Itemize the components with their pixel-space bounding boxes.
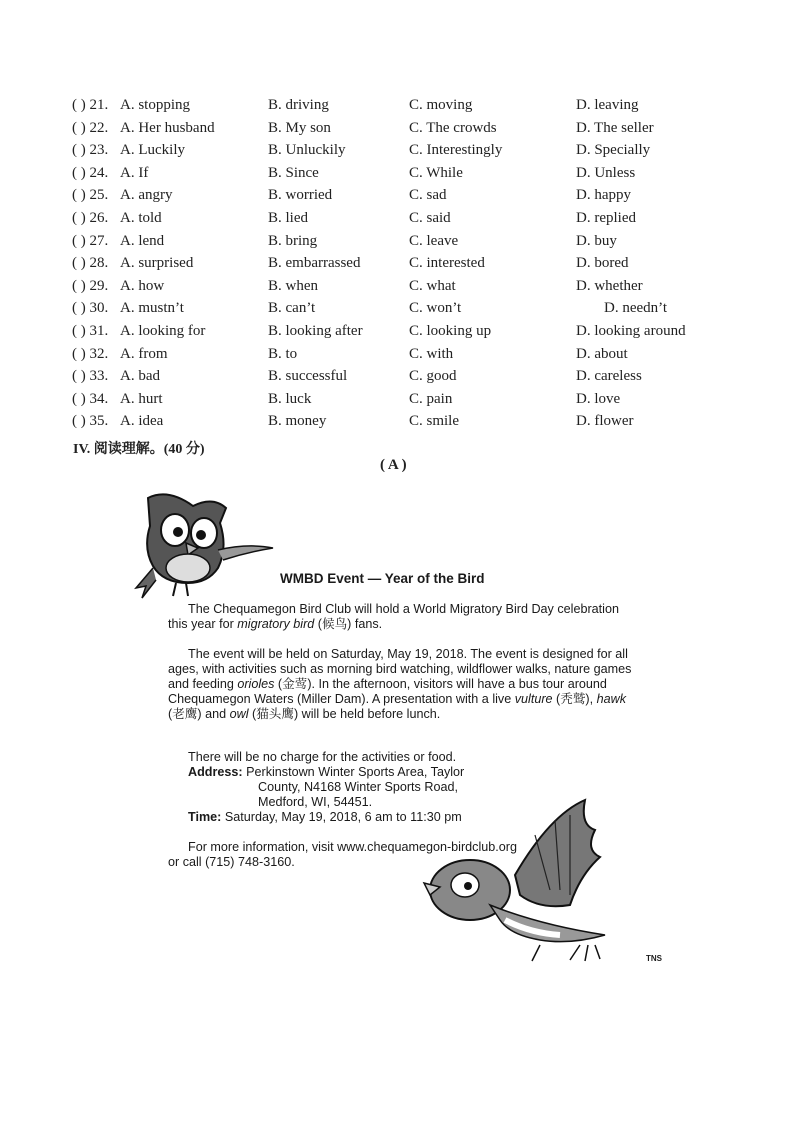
option-d: D. love (576, 390, 621, 407)
option-c: C. looking up (409, 322, 492, 339)
option-d: D. needn’t (604, 300, 668, 317)
option-a: A. lend (120, 232, 165, 249)
option-a: A. looking for (120, 322, 206, 339)
option-d: D. whether (576, 277, 643, 294)
option-b: B. driving (268, 97, 329, 113)
option-c: C. While (409, 164, 463, 181)
details-text-3: (秃鹫), (552, 692, 597, 706)
option-a: A. from (120, 345, 168, 362)
option-d: D. Specially (576, 142, 651, 159)
address-line-1: Perkinstown Winter Sports Area, Taylor (246, 765, 465, 779)
question-number: ( ) 33. (72, 368, 109, 385)
option-a: A. If (120, 164, 149, 181)
option-b: B. can’t (268, 300, 316, 317)
option-b: B. money (268, 413, 327, 430)
option-b: B. luck (268, 390, 312, 407)
option-b: B. Since (268, 164, 319, 181)
option-d: D. bored (576, 255, 629, 272)
option-b: B. lied (268, 209, 308, 226)
flying-owl-illustration (420, 795, 620, 965)
free-note: There will be no charge for the activities or food. (188, 750, 457, 764)
option-d: D. careless (576, 368, 642, 385)
question-number: ( ) 28. (72, 255, 109, 272)
intro-text-2: (候鸟) fans. (314, 617, 383, 631)
option-a: A. stopping (120, 97, 191, 113)
option-d: D. replied (576, 209, 636, 226)
option-c: C. smile (409, 413, 460, 430)
option-c: C. moving (409, 97, 473, 113)
option-c: C. pain (409, 390, 453, 407)
question-number: ( ) 34. (72, 390, 109, 407)
details-text-2: (金莺). In the afternoon, visitors will have a bus tour around Chequamegon Waters (Miller Dam). A presentation with a live (168, 677, 607, 706)
option-b: B. looking after (268, 322, 363, 339)
option-c: C. Interestingly (409, 142, 503, 159)
question-number: ( ) 21. (72, 97, 109, 113)
option-c: C. leave (409, 232, 459, 249)
event-title: WMBD Event — Year of the Bird (280, 571, 485, 586)
option-d: D. looking around (576, 322, 686, 339)
intro-text-1: The Chequamegon Bird Club will hold a World Migratory Bird Day celebration this year for (168, 602, 619, 631)
option-c: C. said (409, 209, 451, 226)
option-d: D. Unless (576, 164, 636, 181)
details-text-1: The event will be held on Saturday, May 19, 2018. The event is designed for all ages, with activities such as morning bird watching, wildflower walks, nature games and feeding (168, 647, 632, 691)
question-number: ( ) 30. (72, 300, 109, 317)
question-number: ( ) 26. (72, 209, 109, 226)
option-c: C. good (409, 368, 457, 385)
address-label: Address: (188, 765, 243, 779)
option-c: C. won’t (409, 300, 462, 317)
intro-paragraph (168, 602, 638, 632)
details-emphasis-orioles: orioles (237, 677, 275, 691)
address-line-2: County, N4168 Winter Sports Road, (258, 780, 458, 794)
option-d: D. happy (576, 187, 631, 204)
option-a: A. Her husband (120, 119, 215, 136)
question-number: ( ) 23. (72, 142, 109, 159)
passage-label: ( A ) (380, 457, 407, 473)
time-value: Saturday, May 19, 2018, 6 am to 11:30 pm (224, 810, 462, 824)
address-line-3: Medford, WI, 54451. (258, 795, 373, 809)
option-d: D. flower (576, 413, 634, 430)
option-b: B. embarrassed (268, 255, 361, 272)
option-a: A. angry (120, 187, 173, 204)
details-emphasis-owl: owl (229, 707, 249, 721)
details-emphasis-hawk: hawk (596, 692, 627, 706)
option-c: C. The crowds (409, 119, 497, 136)
option-a: A. Luckily (120, 142, 185, 159)
option-c: C. with (409, 345, 454, 362)
details-paragraph (168, 647, 638, 722)
option-a: A. hurt (120, 390, 163, 407)
question-number: ( ) 31. (72, 322, 109, 339)
option-d: D. about (576, 345, 628, 362)
option-a: A. surprised (120, 255, 194, 272)
option-c: C. what (409, 277, 456, 294)
option-c: C. interested (409, 255, 485, 272)
cartoon-owl-illustration (128, 488, 278, 603)
option-d: D. The seller (576, 119, 654, 136)
option-a: A. how (120, 277, 165, 294)
question-number: ( ) 24. (72, 164, 109, 181)
question-number: ( ) 27. (72, 232, 109, 249)
option-b: B. My son (268, 119, 331, 136)
question-number: ( ) 29. (72, 277, 109, 294)
question-number: ( ) 25. (72, 187, 109, 204)
option-b: B. worried (268, 187, 333, 204)
option-d: D. leaving (576, 97, 639, 113)
question-number: ( ) 32. (72, 345, 109, 362)
option-b: B. Unluckily (268, 142, 346, 159)
option-b: B. bring (268, 232, 318, 249)
details-text-4: (老鹰) and (168, 707, 230, 721)
option-a: A. idea (120, 413, 164, 430)
time-label: Time: (188, 810, 222, 824)
option-a: A. bad (120, 368, 160, 385)
option-b: B. when (268, 277, 318, 294)
section-title: IV. 阅读理解。(40 分) (73, 442, 205, 457)
option-b: B. successful (268, 368, 348, 385)
question-number: ( ) 22. (72, 119, 109, 136)
option-c: C. sad (409, 187, 447, 204)
option-b: B. to (268, 345, 298, 362)
credit-label: TNS (646, 954, 662, 963)
more-info: For more information, visit www.chequamegon-birdclub.org or call (715) 748-3160. (168, 840, 517, 869)
option-a: A. mustn’t (120, 300, 184, 317)
option-a: A. told (120, 209, 162, 226)
question-number: ( ) 35. (72, 413, 109, 430)
details-text-5: (猫头鹰) will be held before lunch. (248, 707, 441, 721)
intro-emphasis: migratory bird (237, 617, 315, 631)
option-d: D. buy (576, 232, 617, 249)
details-emphasis-vulture: vulture (514, 692, 553, 706)
